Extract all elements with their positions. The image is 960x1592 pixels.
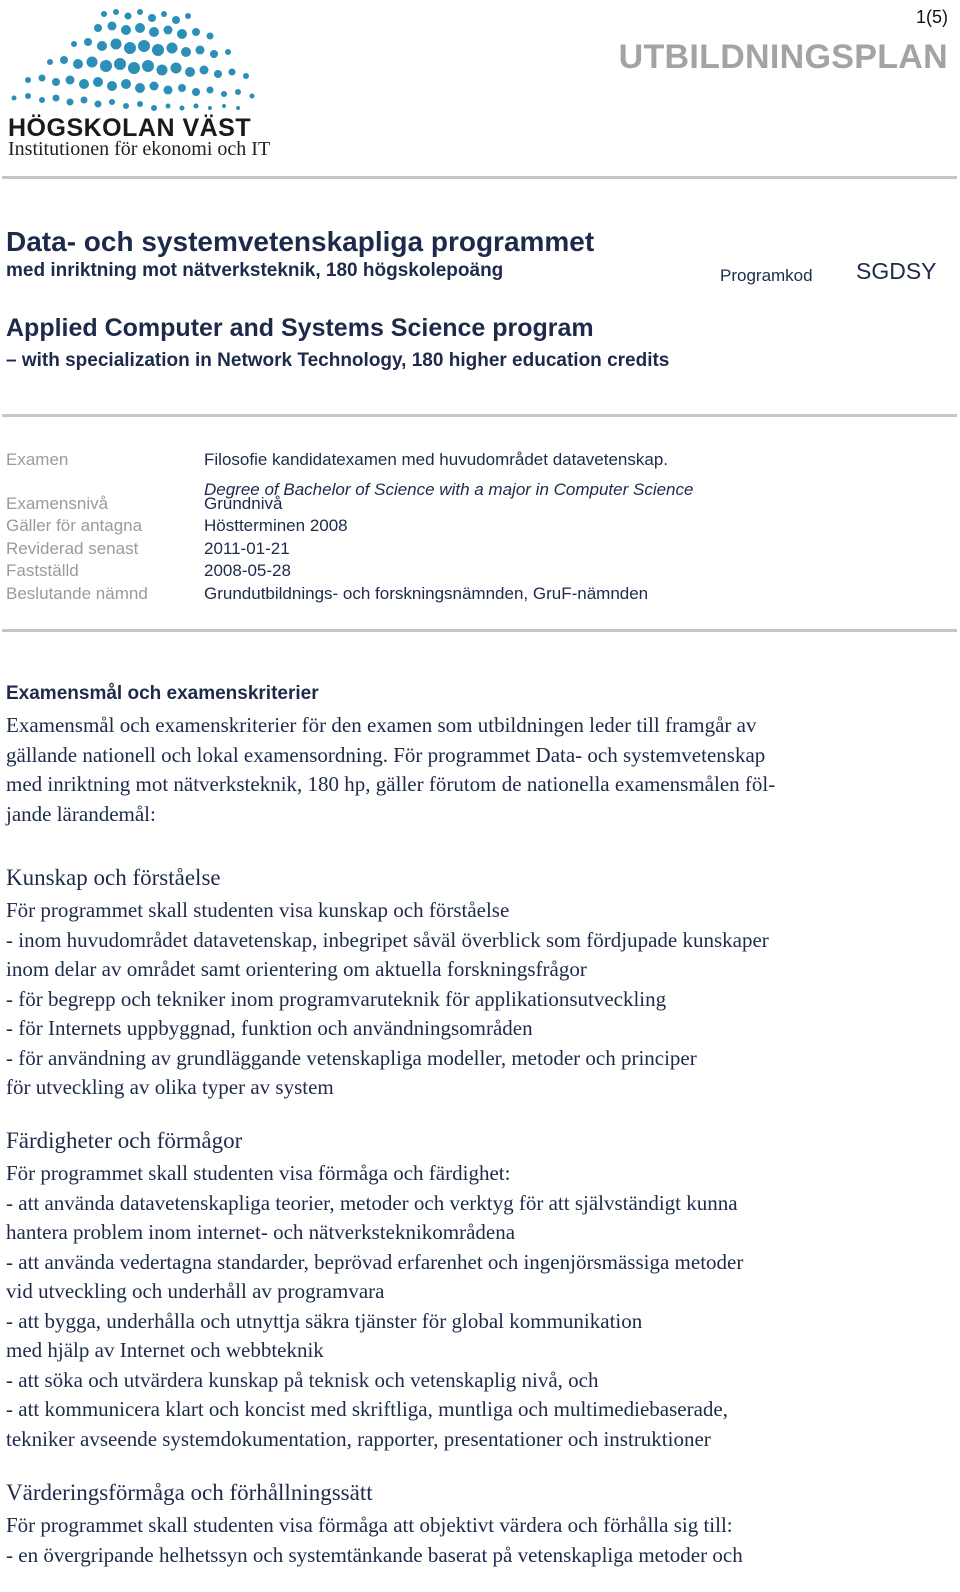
- meta-label-antagna: Gäller för antagna: [6, 516, 143, 535]
- meta-value-niva: Grundnivå: [204, 494, 283, 513]
- subheading-vardering: Värderingsförmåga och förhållningssätt: [6, 1480, 373, 1505]
- text-line: För programmet skall studenten visa kunskap och förståelse: [6, 898, 510, 922]
- text-line: med hjälp av Internet och webbteknik: [6, 1338, 324, 1362]
- kunskap-list: [6, 896, 946, 1103]
- text-line: För programmet skall studenten visa förmåga att objektivt värdera och förhålla sig till:: [6, 1513, 733, 1537]
- program-code-label: Programkod: [720, 266, 813, 285]
- document-type-title: UTBILDNINGSPLAN: [618, 38, 948, 76]
- text-line: - för begrepp och tekniker inom programvaruteknik för applikationsutveckling: [6, 986, 667, 1011]
- meta-value-antagna: Höstterminen 2008: [204, 516, 348, 535]
- university-logo: [4, 4, 314, 160]
- fardighet-list: [6, 1159, 946, 1454]
- text-line: inom delar av området samt orientering om aktuella forskningsfrågor: [6, 957, 587, 981]
- divider: [2, 176, 957, 179]
- program-title-en: Applied Computer and Systems Science program: [6, 314, 594, 342]
- meta-value-namnd: Grundutbildnings- och forskningsnämnden, GruF-nämnden: [204, 584, 649, 603]
- section-heading: Examensmål och examenskriterier: [6, 683, 319, 704]
- vardering-list: [6, 1511, 946, 1570]
- text-line: - att kommunicera klart och koncist med skriftliga, muntliga och multimediebaserade,: [6, 1397, 728, 1421]
- text-line: - att använda vedertagna standarder, beprövad erfarenhet och ingenjörsmässiga metoder: [6, 1249, 744, 1274]
- text-line: för utveckling av olika typer av system: [6, 1075, 334, 1099]
- subheading-fardigheter: Färdigheter och förmågor: [6, 1128, 243, 1153]
- text-line: - för användning av grundläggande vetenskapliga modeller, metoder och principer: [6, 1045, 697, 1070]
- text-line: - att söka och utvärdera kunskap på teknisk och vetenskaplig nivå, och: [6, 1367, 599, 1392]
- divider: [2, 629, 957, 632]
- meta-label-examen: Examen: [6, 450, 69, 469]
- page-number: 1(5): [915, 7, 948, 27]
- text-line: - en övergripande helhetssyn och systemtänkande baserat på vetenskapliga metoder och: [6, 1542, 743, 1567]
- meta-value-faststalld: 2008-05-28: [204, 561, 291, 580]
- text-line: jande lärandemål:: [6, 801, 156, 826]
- program-subtitle-sv: med inriktning mot nätverksteknik, 180 högskolepoäng: [6, 260, 504, 281]
- program-title-sv: Data- och systemvetenskapliga programmet: [6, 226, 595, 257]
- text-line: - att använda datavetenskapliga teorier, metoder och verktyg för att självständigt kunna: [6, 1190, 738, 1215]
- subheading-kunskap: Kunskap och förståelse: [6, 865, 221, 890]
- logo-wordmark: HÖGSKOLAN VÄST: [8, 114, 252, 142]
- text-line: med inriktning mot nätverksteknik, 180 hp, gäller förutom de nationella examensmålen föl-: [6, 772, 776, 796]
- text-line: - att bygga, underhålla och utnyttja säkra tjänster för global kommunikation: [6, 1308, 643, 1333]
- divider: [2, 414, 957, 417]
- text-line: För programmet skall studenten visa förmåga och färdighet:: [6, 1161, 511, 1185]
- meta-value-examen: Filosofie kandidatexamen med huvudområdet datavetenskap.: [204, 450, 669, 469]
- meta-label-reviderad: Reviderad senast: [6, 539, 139, 558]
- text-line: hantera problem inom internet- och nätverksteknikområdena: [6, 1220, 516, 1244]
- text-line: vid utveckling och underhåll av programvara: [6, 1279, 385, 1303]
- program-code-value: SGDSY: [856, 258, 937, 284]
- logo-dots-graphic: [4, 4, 264, 122]
- meta-label-niva: Examensnivå: [6, 494, 109, 513]
- meta-value-reviderad: 2011-01-21: [204, 539, 290, 558]
- text-line: - för Internets uppbyggnad, funktion och användningsområden: [6, 1016, 533, 1040]
- institution-name: Institutionen för ekonomi och IT: [8, 138, 271, 160]
- intro-paragraph: [6, 711, 946, 829]
- meta-label-faststalld: Fastställd: [6, 561, 79, 580]
- meta-value-examen-en: Degree of Bachelor of Science with a major in Computer Science: [204, 480, 694, 499]
- text-line: gällande nationell och lokal examensordning. För programmet Data- och systemvetenskap: [6, 742, 766, 767]
- text-line: tekniker avseende systemdokumentation, rapporter, presentationer och instruktioner: [6, 1426, 711, 1451]
- program-subtitle-en: – with specialization in Network Technology, 180 higher education credits: [6, 350, 670, 371]
- meta-label-namnd: Beslutande nämnd: [6, 584, 148, 603]
- text-line: - inom huvudområdet datavetenskap, inbegripet såväl överblick som fördjupade kunskaper: [6, 927, 769, 952]
- text-line: Examensmål och examenskriterier för den examen som utbildningen leder till framgår av: [6, 713, 757, 737]
